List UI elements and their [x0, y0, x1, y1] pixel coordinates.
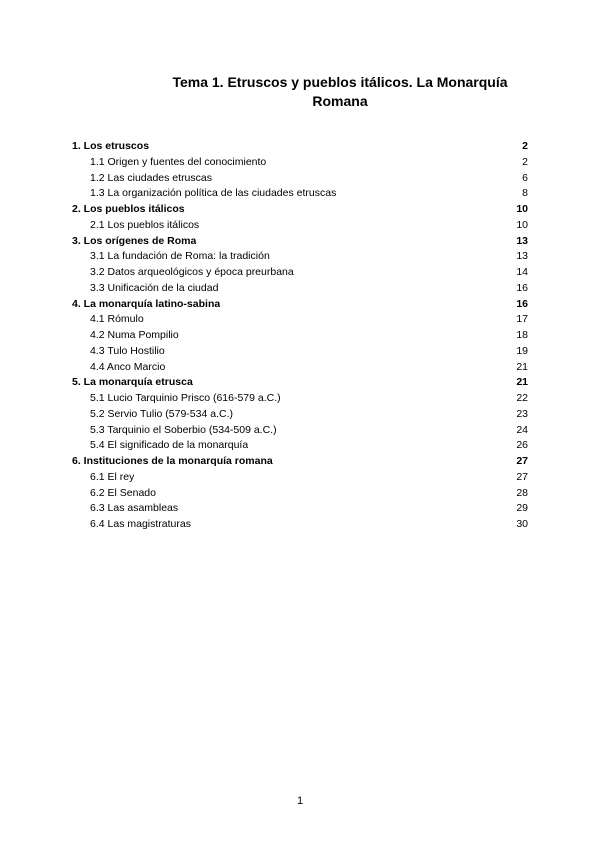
toc-subsection-entry[interactable] [72, 487, 528, 503]
toc-entry-label: 2.1 Los pueblos itálicos [90, 218, 200, 231]
toc-entry-label: 6.3 Las asambleas [90, 502, 179, 515]
toc-entry-label: 4.2 Numa Pompilio [90, 329, 179, 341]
toc-entry-page: 26 [516, 439, 528, 452]
toc-section-entry[interactable] [72, 203, 528, 219]
toc-entry-label: 4.3 Tulo Hostilio [90, 344, 165, 357]
toc-subsection-entry[interactable] [72, 219, 528, 235]
toc-entry-page: 21 [516, 376, 528, 389]
toc-entry-page: 27 [516, 470, 528, 483]
toc-entry-page: 18 [516, 329, 528, 341]
title-line-2: Romana [312, 93, 368, 109]
toc-entry-label: 3. Los orígenes de Roma [72, 234, 197, 247]
page-number: 1 [296, 795, 304, 807]
toc-entry-page: 22 [516, 392, 528, 404]
toc-subsection-entry[interactable] [72, 250, 528, 266]
toc-subsection-entry[interactable] [72, 361, 528, 377]
toc-section-entry[interactable] [72, 298, 528, 314]
toc-entry-label: 6.1 El rey [90, 470, 135, 483]
toc-entry-label: 5.1 Lucio Tarquinio Prisco (616-579 a.C.) [90, 392, 281, 404]
toc-entry-label: 1.1 Origen y fuentes del conocimiento [90, 155, 267, 168]
table-of-contents [72, 140, 528, 534]
toc-entry-label: 6.2 El Senado [90, 486, 156, 499]
toc-entry-label: 5.2 Servio Tulio (579-534 a.C.) [90, 407, 233, 420]
toc-entry-label: 6. Instituciones de la monarquía romana [72, 455, 273, 467]
toc-section-entry[interactable] [72, 235, 528, 251]
toc-entry-label: 4.4 Anco Marcio [90, 360, 166, 373]
toc-entry-page: 2 [522, 140, 528, 152]
toc-entry-page: 10 [516, 203, 528, 215]
toc-subsection-entry[interactable] [72, 424, 528, 440]
toc-entry-page: 19 [516, 344, 528, 357]
toc-entry-label: 1.3 La organización política de las ciudades etruscas [90, 187, 337, 200]
toc-subsection-entry[interactable] [72, 471, 528, 487]
toc-subsection-entry[interactable] [72, 313, 528, 329]
toc-subsection-entry[interactable] [72, 282, 528, 298]
toc-entry-page: 17 [516, 313, 528, 326]
toc-entry-page: 28 [516, 486, 528, 499]
toc-subsection-entry[interactable] [72, 266, 528, 282]
toc-entry-page: 14 [516, 266, 528, 278]
toc-entry-page: 21 [516, 360, 528, 373]
toc-subsection-entry[interactable] [72, 172, 528, 188]
toc-entry-label: 6.4 Las magistraturas [90, 518, 191, 530]
toc-entry-page: 13 [516, 250, 528, 263]
toc-entry-page: 27 [516, 455, 528, 467]
toc-entry-page: 8 [522, 187, 528, 200]
toc-subsection-entry[interactable] [72, 439, 528, 455]
toc-subsection-entry[interactable] [72, 156, 528, 172]
toc-entry-label: 3.1 La fundación de Roma: la tradición [90, 250, 270, 263]
toc-entry-page: 2 [522, 155, 528, 168]
toc-entry-page: 16 [516, 297, 528, 310]
toc-section-entry[interactable] [72, 376, 528, 392]
toc-entry-page: 23 [516, 407, 528, 420]
toc-entry-page: 16 [516, 281, 528, 294]
toc-subsection-entry[interactable] [72, 518, 528, 534]
toc-entry-label: 4. La monarquía latino-sabina [72, 297, 221, 310]
toc-entry-page: 6 [522, 171, 528, 184]
toc-entry-page: 10 [516, 218, 528, 231]
title-line-1: Tema 1. Etruscos y pueblos itálicos. La Monarquía [172, 74, 508, 90]
toc-section-entry[interactable] [72, 140, 528, 156]
toc-entry-label: 3.2 Datos arqueológicos y época preurbana [90, 266, 294, 278]
toc-entry-label: 3.3 Unificación de la ciudad [90, 281, 219, 294]
toc-entry-page: 30 [516, 518, 528, 530]
toc-subsection-entry[interactable] [72, 502, 528, 518]
toc-subsection-entry[interactable] [72, 187, 528, 203]
toc-entry-page: 29 [516, 502, 528, 515]
toc-section-entry[interactable] [72, 455, 528, 471]
toc-entry-label: 5.3 Tarquinio el Soberbio (534-509 a.C.) [90, 423, 277, 436]
document-title [140, 73, 540, 111]
toc-subsection-entry[interactable] [72, 392, 528, 408]
toc-subsection-entry[interactable] [72, 329, 528, 345]
toc-entry-page: 24 [516, 423, 528, 436]
toc-entry-label: 1. Los etruscos [72, 140, 150, 152]
toc-entry-label: 5. La monarquía etrusca [72, 376, 193, 389]
toc-entry-page: 13 [516, 234, 528, 247]
toc-entry-label: 1.2 Las ciudades etruscas [90, 171, 212, 184]
toc-subsection-entry[interactable] [72, 345, 528, 361]
toc-entry-label: 4.1 Rómulo [90, 313, 144, 326]
toc-subsection-entry[interactable] [72, 408, 528, 424]
toc-entry-label: 5.4 El significado de la monarquía [90, 439, 249, 452]
toc-entry-label: 2. Los pueblos itálicos [72, 203, 185, 215]
